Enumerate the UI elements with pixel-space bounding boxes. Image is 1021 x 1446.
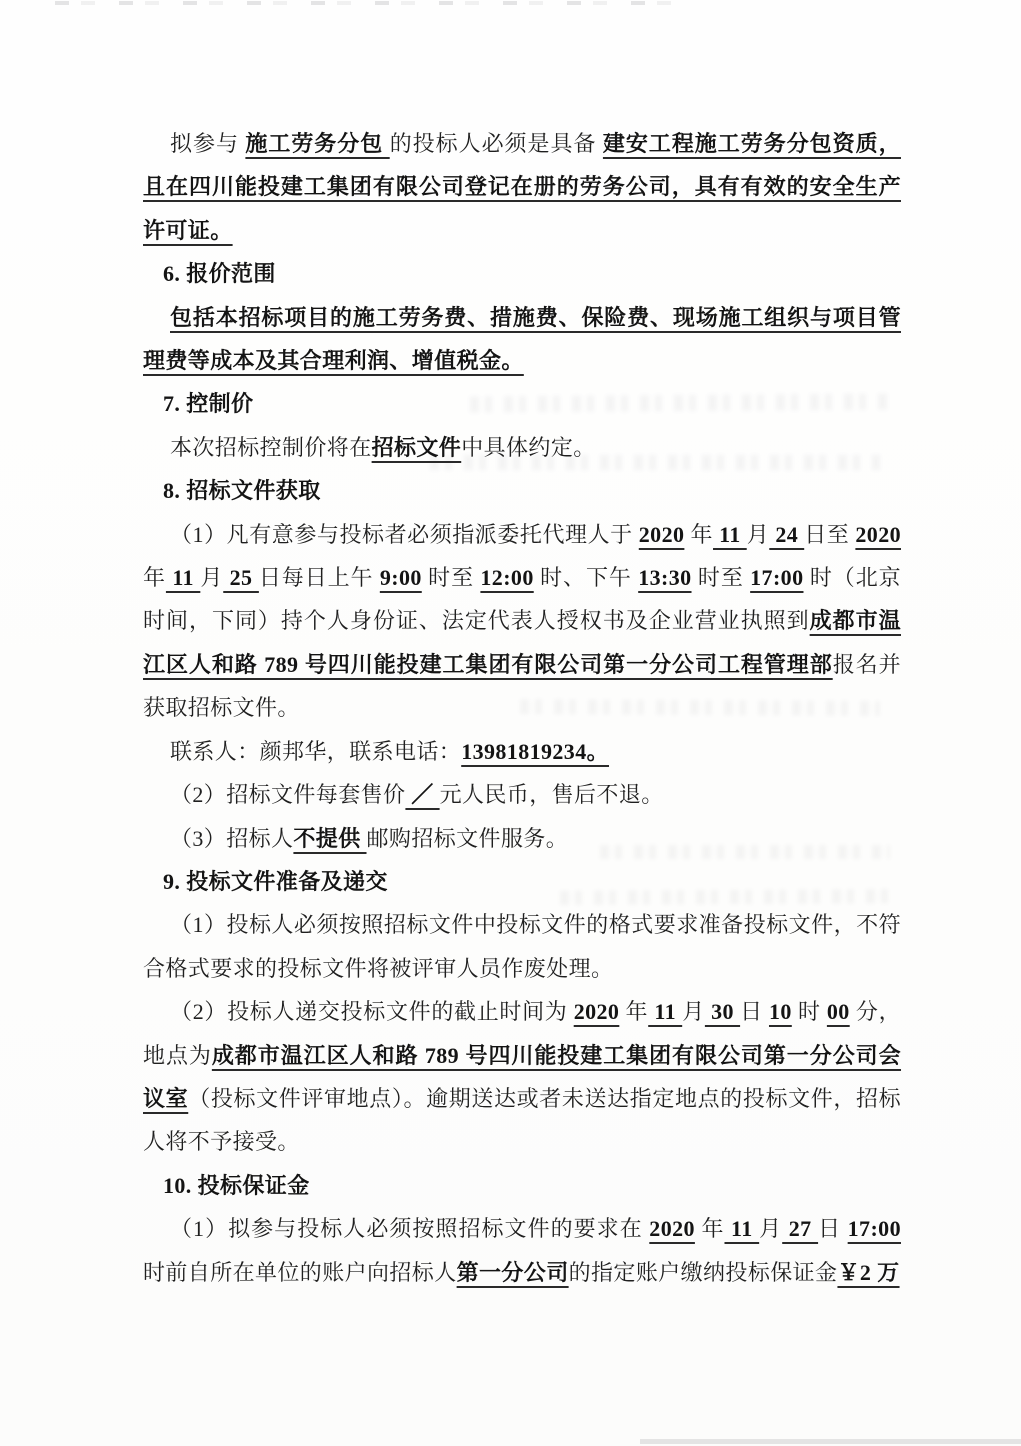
text-segment: 年	[694, 1216, 725, 1242]
text-segment: 11	[713, 521, 747, 547]
text-segment: 成都市温江区人和路 789 号四川能投建工集团有限公司第一分公司工程管理部	[143, 608, 901, 677]
text-segment: 27	[782, 1216, 819, 1242]
para-quote-scope-content	[143, 296, 901, 383]
text-segment: 包括本招标项目的施工劳务费、措施费、保险费、现场施工组织与项目管理费等成本及其合理利润、增值税金。	[143, 304, 901, 374]
text-segment: 拟参与	[170, 131, 246, 156]
text-segment: 不提供	[293, 825, 367, 851]
text-segment: 10. 投标保证金	[163, 1172, 310, 1198]
text-segment: ／	[405, 782, 440, 808]
text-segment: 月	[200, 565, 224, 591]
text-segment: 报名并获取招标文件。	[143, 651, 902, 721]
text-segment: 日	[818, 1216, 848, 1242]
para-9-1-format-requirements	[143, 903, 901, 990]
para-control-price-content	[143, 426, 901, 469]
text-segment: 13:30	[638, 565, 692, 591]
para-8-1-registration	[143, 513, 901, 730]
text-segment: 11	[165, 565, 201, 591]
text-segment: 本次招标控制价将在	[170, 434, 372, 460]
text-segment: 日至	[804, 521, 856, 547]
text-segment: 成都市温江区人和路 789 号四川能投建工集团有限公司第一分公司会议室	[143, 1042, 902, 1111]
text-segment: 中具体约定。	[461, 434, 596, 460]
heading-8-obtain-documents	[143, 469, 901, 512]
text-segment: 17:00	[847, 1216, 901, 1242]
text-segment: 元人民币，售后不退。	[439, 782, 664, 808]
text-segment: 年	[143, 565, 166, 591]
text-segment: （1）投标人必须按照招标文件中投标文件的格式要求准备投标文件，不符合格式要求的投标文件将被评审人员作废处理。	[143, 912, 901, 981]
para-8-3-no-mail-order	[143, 817, 901, 860]
text-segment: 17:00	[750, 565, 804, 591]
text-segment: （1）凡有意参与投标者必须指派委托代理人于	[170, 521, 639, 547]
text-segment: 招标文件	[371, 434, 462, 460]
text-segment: 月	[759, 1216, 783, 1242]
heading-7-control-price	[143, 382, 901, 425]
text-segment: 时	[791, 999, 827, 1025]
document-body	[143, 122, 901, 1294]
text-segment: 24	[769, 521, 805, 547]
text-segment: （3）招标人	[170, 825, 294, 851]
text-segment: （2）投标人递交投标文件的截止时间为	[170, 999, 574, 1025]
text-segment: 时至	[691, 565, 751, 591]
text-segment: （投标文件评审地点）。逾期送达或者未送达指定地点的投标文件，招标人将不予接受。	[143, 1085, 901, 1155]
para-subcontract-qualification	[143, 122, 901, 252]
scan-artifact-bottom-edge	[640, 1439, 1021, 1444]
para-8-2-document-price	[143, 773, 901, 816]
text-segment: 年	[619, 999, 649, 1025]
text-segment: 9. 投标文件准备及递交	[163, 868, 388, 894]
text-segment: 日每日上午	[258, 565, 380, 591]
text-segment: 2020	[855, 521, 901, 547]
text-segment: 7. 控制价	[163, 391, 254, 417]
text-segment: 10	[768, 999, 792, 1025]
text-segment: 时前自所在单位的账户向招标人	[143, 1259, 457, 1285]
text-segment: 的投标人必须是具备	[389, 131, 603, 156]
scan-artifact-top-edge	[55, 1, 675, 5]
text-segment: 日	[740, 999, 769, 1025]
text-segment: 年	[684, 521, 714, 547]
text-segment: 的指定账户缴纳投标保证金	[568, 1259, 838, 1285]
text-segment: 施工劳务分包	[245, 131, 390, 156]
text-segment: 8. 招标文件获取	[163, 478, 321, 504]
text-segment: 建安工程施工劳务分包资质，且在四川能投建工集团有限公司登记在册的劳务公司，具有有效的安全生产许可证。	[143, 131, 901, 243]
heading-10-bid-bond	[143, 1164, 901, 1207]
text-segment: 第一分公司	[456, 1259, 569, 1285]
text-segment: 联系人：颜邦华，联系电话：	[170, 738, 462, 764]
text-segment: 时至	[421, 565, 481, 591]
text-segment: 分，地点为	[143, 999, 901, 1068]
text-segment: 12:00	[480, 565, 534, 591]
text-segment: 30	[704, 999, 741, 1025]
text-segment: 00	[826, 999, 850, 1025]
para-contact-info	[143, 730, 901, 773]
text-segment: 时（北京时间，下同）持个人身份证、法定代表人授权书及企业营业执照到	[143, 565, 902, 634]
text-segment: 13981819234。	[461, 738, 610, 764]
text-segment: 2020	[638, 521, 685, 547]
text-segment: ￥2 万	[837, 1259, 900, 1285]
text-segment: 11	[724, 1216, 760, 1242]
heading-6-quote-scope	[143, 252, 901, 295]
text-segment: 2020	[573, 999, 620, 1025]
text-segment: 2020	[649, 1216, 695, 1242]
heading-9-bid-preparation	[143, 860, 901, 903]
text-segment: 月	[682, 999, 705, 1025]
text-segment: 11	[648, 999, 683, 1025]
text-segment: 时、下午	[533, 565, 639, 591]
para-9-2-deadline-location	[143, 990, 901, 1164]
text-segment: （2）招标文件每套售价	[170, 782, 406, 808]
text-segment: 月	[746, 521, 770, 547]
text-segment: 9:00	[379, 565, 422, 591]
text-segment: 6. 报价范围	[163, 261, 276, 287]
text-segment: 邮购招标文件服务。	[366, 825, 569, 851]
text-segment: 25	[223, 565, 259, 591]
para-10-1-bond-payment	[143, 1207, 901, 1294]
text-segment: （1）拟参与投标人必须按照招标文件的要求在	[170, 1216, 650, 1242]
